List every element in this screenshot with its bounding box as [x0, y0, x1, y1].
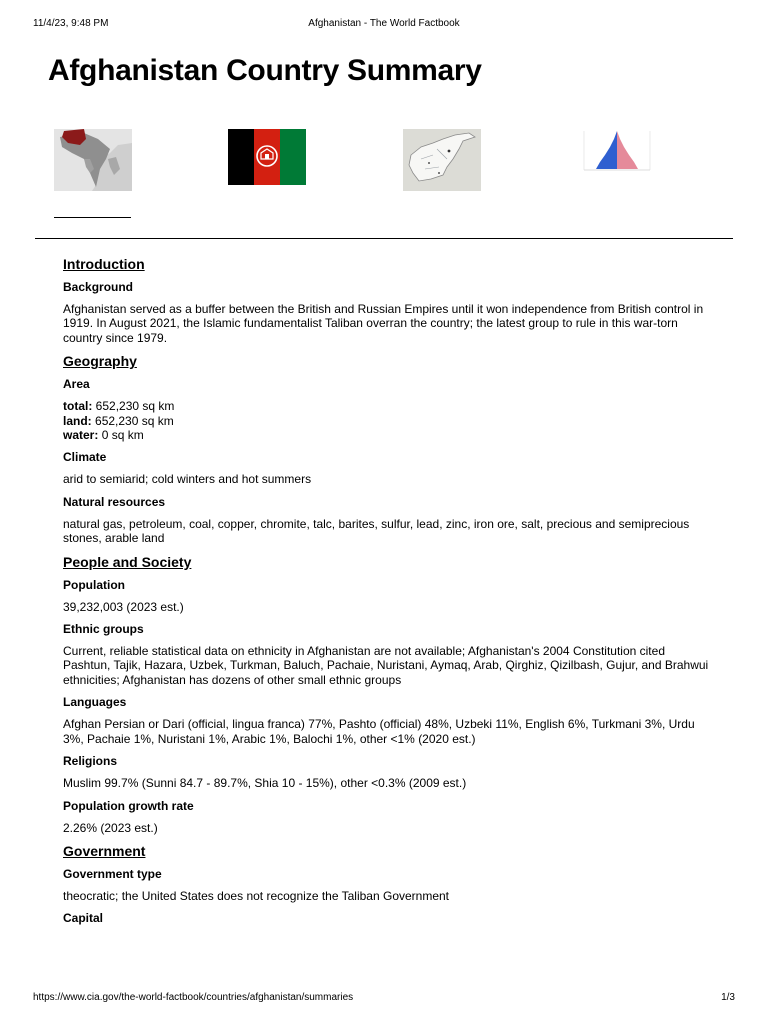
field-title-natural-resources: Natural resources: [63, 494, 166, 509]
field-text-ethnic-groups: Current, reliable statistical data on ethnicity in Afghanistan are not available; Afghanistan's 2004 Constitution cited Pashtun, Tajik, Hazara, Uzbek, Turkman, Baluch, Pachaie, Nuristani, Aymaq, Arab, Qirghiz, Qizilbash, Gujur, and Brahwui ethnicities; Afghanistan has dozens of other small ethnic groups: [63, 644, 709, 687]
image-underline: [54, 217, 131, 218]
area-total-label: total:: [63, 399, 93, 414]
field-text-background: Afghanistan served as a buffer between the British and Russian Empires until it won independence from British control in 1919. In August 2021, the Islamic fundamentalist Taliban overran the country; the latest group to rule in this war-torn country since 1979.: [63, 302, 704, 345]
area-land-label: land:: [63, 413, 92, 428]
country-map-image[interactable]: [403, 129, 481, 191]
flag-image[interactable]: [228, 129, 306, 185]
field-text-population-growth-rate: 2.26% (2023 est.): [63, 820, 158, 835]
field-title-area: Area: [63, 377, 90, 392]
print-datetime: 11/4/23, 9:48 PM: [33, 18, 109, 29]
print-page-title: Afghanistan - The World Factbook: [308, 18, 460, 29]
field-title-climate: Climate: [63, 450, 107, 465]
area-total-value: 652,230 sq km: [95, 399, 175, 414]
field-text-natural-resources: natural gas, petroleum, coal, copper, chromite, talc, barites, sulfur, lead, zinc, iron ore, salt, precious and semiprecious stones, arable land: [63, 516, 690, 546]
field-text-area: [63, 399, 713, 442]
field-title-religions: Religions: [63, 754, 118, 769]
field-text-religions: Muslim 99.7% (Sunni 84.7 - 89.7%, Shia 10 - 15%), other <0.3% (2009 est.): [63, 776, 467, 791]
section-title-government[interactable]: Government: [63, 842, 146, 859]
field-title-capital: Capital: [63, 911, 104, 926]
field-title-population-growth-rate: Population growth rate: [63, 798, 194, 813]
summary-content: [63, 256, 713, 933]
field-text-government-type: theocratic; the United States does not recognize the Taliban Government: [63, 888, 450, 903]
field-title-population: Population: [63, 577, 125, 592]
section-divider: [35, 238, 733, 239]
area-water-label: water:: [63, 428, 99, 443]
area-water-value: 0 sq km: [101, 428, 144, 443]
field-text-population: 39,232,003 (2023 est.): [63, 599, 184, 614]
section-title-introduction[interactable]: Introduction: [63, 256, 145, 272]
print-url[interactable]: https://www.cia.gov/the-world-factbook/countries/afghanistan/summaries: [33, 992, 354, 1003]
print-footer: [0, 992, 768, 1006]
print-header: [0, 18, 768, 32]
field-title-languages: Languages: [63, 695, 127, 710]
section-title-people-and-society[interactable]: People and Society: [63, 553, 192, 570]
field-title-government-type: Government type: [63, 866, 162, 881]
field-title-ethnic-groups: Ethnic groups: [63, 622, 144, 637]
region-map-image[interactable]: [54, 129, 132, 191]
print-page-number: 1/3: [721, 992, 735, 1003]
section-title-geography[interactable]: Geography: [63, 353, 137, 370]
field-title-background: Background: [63, 280, 134, 294]
population-pyramid-image[interactable]: [578, 129, 656, 177]
field-text-languages: Afghan Persian or Dari (official, lingua franca) 77%, Pashto (official) 48%, Uzbeki 11%, English 6%, Turkmani 3%, Urdu 3%, Pachaie 1%, Nuristani 1%, Arabic 1%, Balochi 1%, other <1% (2020 est.): [63, 717, 695, 746]
page-title: Afghanistan Country Summary: [48, 54, 482, 87]
field-text-climate: arid to semiarid; cold winters and hot summers: [63, 472, 312, 487]
area-land-value: 652,230 sq km: [95, 413, 174, 428]
